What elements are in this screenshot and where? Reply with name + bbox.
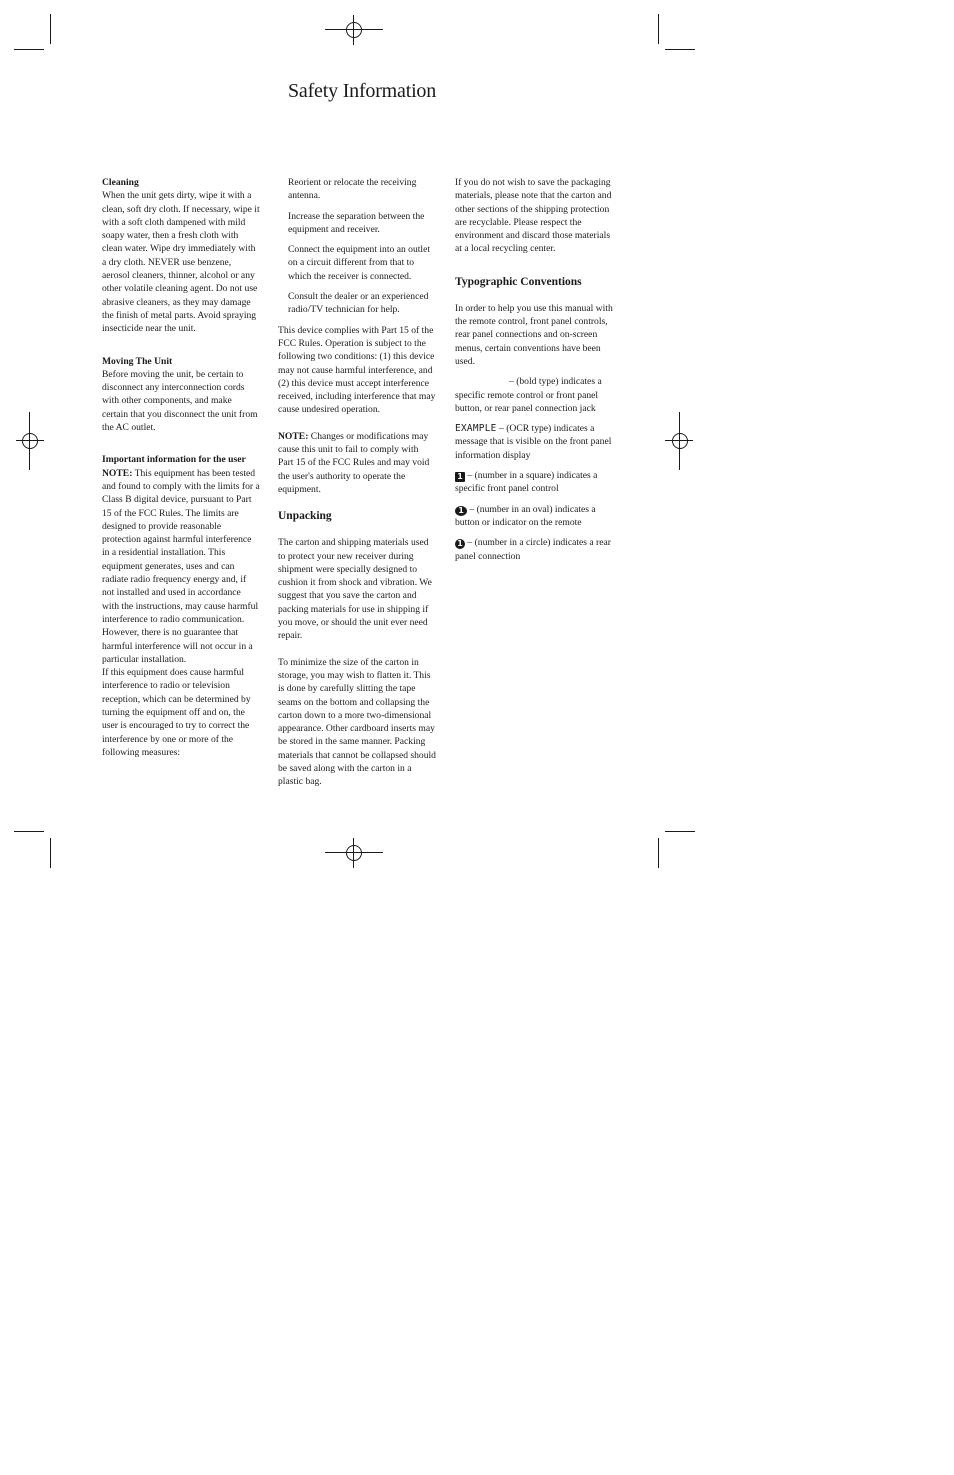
important-body-2: If this equipment does cause harmful interference to radio or television reception, which can be determined by turning the equipment off and on, the user is encouraged to try to correct the interference by one or more of the following measures: [102, 667, 251, 758]
note-label: NOTE: [102, 467, 133, 479]
measure-item: Increase the separation between the equipment and receiver. [288, 210, 425, 235]
oval-number-convention [455, 503, 613, 530]
bold-type-desc: – (bold type) indicates a specific remote control or front panel button, or rear panel connection jack [455, 376, 602, 414]
cleaning-body: When the unit gets dirty, wipe it with a clean, soft dry cloth. If necessary, wipe it with a soft cloth dampened with mild soapy water, then a fresh cloth with clean water. Wipe dry immediately with a dry cloth. NEVER use benzene, aerosol cleaners, thinner, alcohol or any other volatile cleaning agent. Do not use abrasive cleaners, as they may damage the finish of metal parts. Avoid spraying insecticide near the unit. [102, 190, 260, 335]
column-2 [278, 176, 436, 789]
circle-number-icon: 1 [455, 539, 465, 549]
crop-mark-br-vertical [658, 838, 659, 868]
unpacking-body-1: The carton and shipping materials used to protect your new receiver during shipment were specially designed to cushion it from shock and vibration. We suggest that you save the carton and packing materials for use in shipping if you move, or should the unit ever need repair. [278, 537, 432, 642]
important-body [102, 467, 260, 666]
important-heading: Important information for the user [102, 454, 246, 466]
column-3 [455, 176, 613, 563]
important-body-text: This equipment has been tested and found to comply with the limits for a Class B digital device, pursuant to Part 15 of the FCC Rules. The limits are designed to provide reasonable protection against harmful interference in a residential installation. This equipment generates, uses and can radiate radio frequency energy and, if not installed and used in accordance with the instructions, may cause harmful interference to radio communication. However, there is no guarantee that harmful interference will not occur in a particular installation. [102, 467, 260, 665]
moving-body: Before moving the unit, be certain to disconnect any interconnection cords with other components, and make certain that you disconnect the unit from the AC outlet. [102, 368, 258, 434]
column-1 [102, 176, 260, 759]
crop-mark-tl-horizontal [14, 49, 44, 50]
bold-type-convention [455, 375, 613, 415]
oval-number-icon: 1 [455, 506, 467, 516]
typographic-intro: In order to help you use this manual with the remote control, front panel controls, rear panel connections and on-screen menus, certain conventions have been used. [455, 302, 613, 367]
ocr-type-convention [455, 422, 613, 462]
note-body [278, 430, 436, 496]
fcc-body: This device complies with Part 15 of the FCC Rules. Operation is subject to the following two conditions: (1) this device may not cause harmful interference, and (2) this device must accept interference received, including interference that may cause undesired operation. [278, 324, 436, 416]
crop-mark-br-horizontal [665, 831, 695, 832]
circle-number-convention [455, 536, 613, 563]
crop-mark-tr-vertical [658, 14, 659, 44]
note-label: NOTE: [278, 430, 309, 442]
crop-mark-bl-vertical [50, 838, 51, 868]
cleaning-heading: Cleaning [102, 177, 139, 188]
ocr-type-desc: – (OCR type) indicates a message that is visible on the front panel information display [455, 423, 612, 461]
note-text: Changes or modifications may cause this unit to fail to comply with Part 15 of the FCC Rules and may void the user's authority to operate the equipment. [278, 430, 430, 495]
measure-item: Reorient or relocate the receiving antenna. [288, 177, 417, 202]
unpacking-heading: Unpacking [278, 510, 332, 523]
crop-mark-bl-horizontal [14, 831, 44, 832]
oval-number-desc: – (number in an oval) indicates a button or indicator on the remote [455, 503, 596, 528]
recycle-body: If you do not wish to save the packaging materials, please note that the carton and other sections of the shipping protection are recyclable. Please respect the environment and discard those materials at a local recycling center. [455, 177, 612, 255]
circle-number-desc: – (number in a circle) indicates a rear panel connection [455, 537, 611, 562]
ocr-example: EXAMPLE [455, 423, 497, 435]
moving-heading: Moving The Unit [102, 355, 173, 367]
measure-item: Consult the dealer or an experienced radio/TV technician for help. [288, 291, 429, 316]
crop-mark-tr-horizontal [665, 49, 695, 50]
square-number-icon: 1 [455, 472, 465, 482]
unpacking-body-2: To minimize the size of the carton in storage, you may wish to flatten it. This is done by carefully slitting the tape seams on the bottom and collapsing the carton down to a more two-dimensional appearance. Other cardboard inserts may be stored in the same manner. Packing materials that cannot be collapsed should be saved along with the carton in a plastic bag. [278, 656, 436, 788]
page-title: Safety Information [288, 80, 437, 102]
square-number-convention [455, 469, 613, 496]
typographic-conventions-heading: Typographic Conventions [455, 275, 582, 288]
measure-item: Connect the equipment into an outlet on a circuit different from that to which the receiver is connected. [288, 244, 431, 282]
square-number-desc: – (number in a square) indicates a specific front panel control [455, 470, 598, 495]
crop-mark-tl-vertical [50, 14, 51, 44]
